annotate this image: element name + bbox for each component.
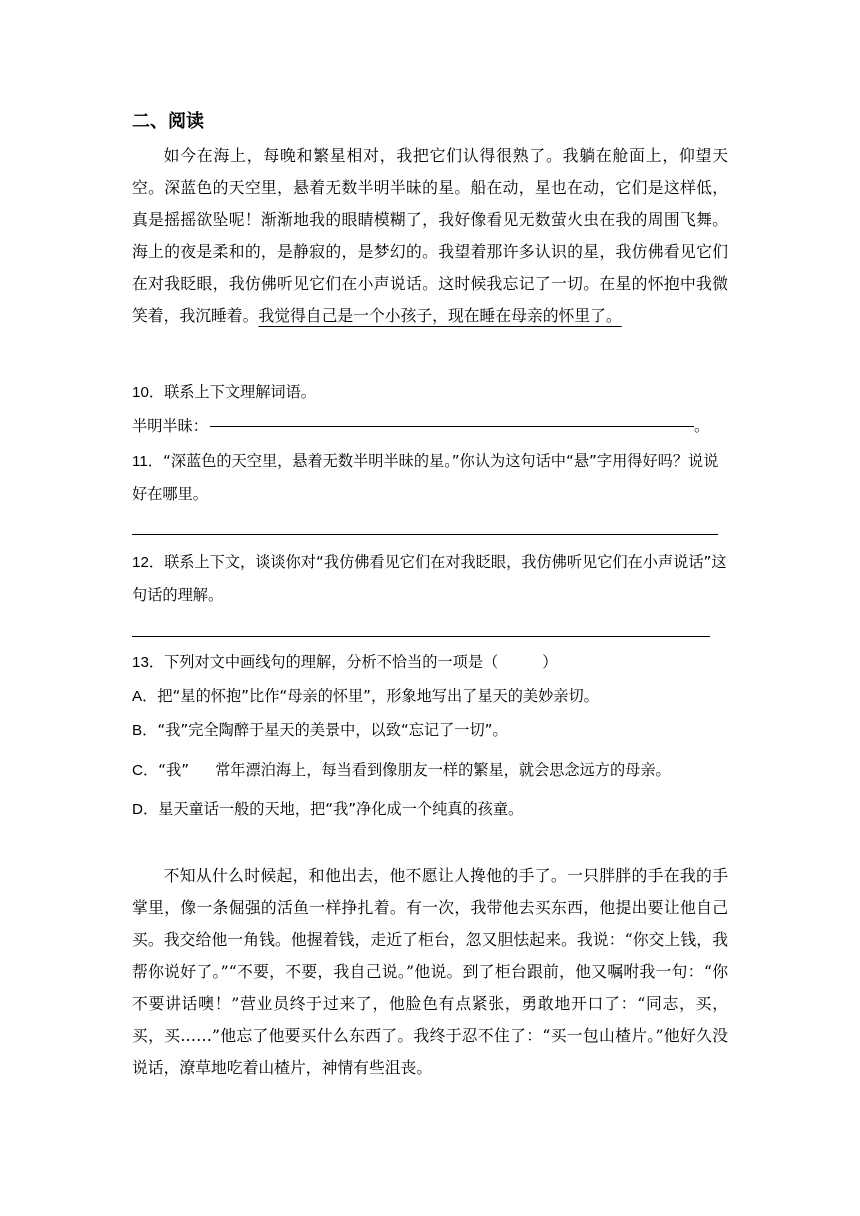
question-10-prompt-label: 半明半昧： — [132, 417, 208, 435]
question-10-trailing-mark: 。 — [693, 417, 710, 435]
question-12-text: ．联系上下文，谈谈你对“我仿佛看见它们在对我眨眼，我仿佛听见它们在小声说话”这句话的理解。 — [132, 553, 727, 604]
question-11-answer-line[interactable] — [132, 534, 718, 535]
question-10 — [132, 376, 728, 409]
question-10-answer-row — [132, 410, 728, 442]
option-d-text: ．星天童话一般的天地，把“我”净化成一个纯真的孩童。 — [142, 800, 524, 818]
option-c-text-part1: ．“我” — [142, 761, 190, 779]
option-a-text: ．把“星的怀抱”比作“母亲的怀里”，形象地写出了星天的美妙亲切。 — [142, 687, 599, 705]
question-10-text: ．联系上下文理解词语。 — [148, 383, 316, 401]
option-c-text-part2: 常年漂泊海上，每当看到像朋友一样的繁星，就会思念远方的母亲。 — [215, 761, 671, 779]
reading-passage-2: 不知从什么时候起，和他出去，他不愿让人搀他的手了。一只胖胖的手在我的手掌里，像一条倔强的活鱼一样挣扎着。有一次，我带他去买东西，他提出要让他自己买。我交给他一角钱。他握着钱，走近了柜台，忽又胆怯起来。我说：“你交上钱，我帮你说好了。”“不要，不要，我自己说。”他说。到了柜台跟前，他又嘱咐我一句：“你不要讲话噢！”营业员终于过来了，他脸色有点紧张，勇敢地开口了：“同志，买，买，买……”他忘了他要买什么东西了。我终于忍不住了：“买一包山楂片。”他好久没说话，潦草地吃着山楂片，神情有些沮丧。 — [132, 866, 728, 1077]
option-d[interactable] — [132, 793, 728, 826]
question-13-text-close: ） — [542, 653, 558, 671]
option-d-letter: D — [132, 801, 143, 818]
option-c[interactable] — [132, 754, 728, 787]
question-11 — [132, 445, 728, 510]
question-13-text: ．下列对文中画线句的理解，分析不恰当的一项是（ — [148, 653, 499, 671]
question-10-number: 10 — [132, 384, 149, 401]
question-11-text: ．“深蓝色的天空里，悬着无数半明半昧的星。”你认为这句话中“悬”字用得好吗？说说好在哪里。 — [132, 452, 719, 503]
option-c-letter: C — [132, 762, 143, 779]
option-b-letter: B — [132, 722, 143, 739]
section-heading: 二、阅读 — [132, 111, 204, 132]
option-a-letter: A — [132, 688, 143, 705]
question-12-answer-line[interactable] — [132, 636, 710, 637]
question-11-number: 11 — [132, 453, 148, 470]
question-13 — [132, 646, 728, 679]
option-a[interactable] — [132, 680, 728, 713]
reading-passage-1 — [132, 140, 728, 332]
option-b[interactable] — [132, 714, 728, 747]
question-12-number: 12 — [132, 554, 149, 571]
option-b-text: ．“我”完全陶醉于星天的美景中，以致“忘记了一切”。 — [142, 721, 508, 739]
question-10-answer-blank[interactable] — [210, 425, 694, 427]
passage-1-text: 如今在海上，每晚和繁星相对，我把它们认得很熟了。我躺在舱面上，仰望天空。深蓝色的天空里，悬着无数半明半昧的星。船在动，星也在动，它们是这样低，真是摇摇欲坠呢！渐渐地我的眼睛模糊了，我好像看见无数萤火虫在我的周围飞舞。海上的夜是柔和的，是静寂的，是梦幻的。我望着那许多认识的星，我仿佛看见它们在对我眨眼，我仿佛听见它们在小声说话。这时候我忘记了一切。在星的怀抱中我微笑着，我沉睡着。 — [132, 146, 728, 325]
underlined-sentence: 我觉得自己是一个小孩子，现在睡在母亲的怀里了。 — [258, 306, 622, 325]
question-13-number: 13 — [132, 654, 149, 671]
question-12 — [132, 546, 728, 611]
